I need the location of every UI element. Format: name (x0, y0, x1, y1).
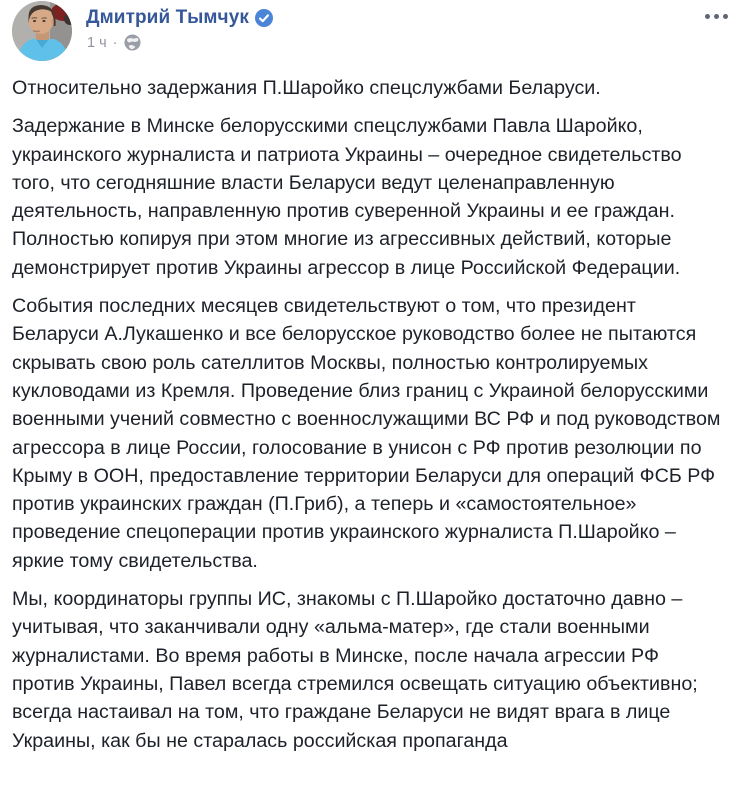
avatar-photo-illustration (12, 1, 72, 61)
post-paragraph: Мы, координаторы группы ИС, знакомы с П.Шаройко достаточно давно – учитывая, что заканчивали одну «альма-матер», где стали военными журналистами. Во время работы в Минске, после начала агрессии РФ против Украины, Павел всегда стремился освещать ситуацию объективно; всегда настаивал на том, что граждане Беларуси не видят врага в лице Украины, как бы не старалась российская пропаганда (12, 588, 698, 752)
meta-separator: · (112, 34, 118, 51)
post-body (12, 74, 724, 765)
more-options-button[interactable] (703, 8, 730, 25)
globe-icon (124, 34, 141, 51)
post-paragraph: События последних месяцев свидетельствуют о том, что президент Беларуси А.Лукашенко и все белорусское руководство более не пытаются скрывать свою роль сателлитов Москвы, полностью контролируемых кукловодами из Кремля. Проведение близ границ с Украиной белорусскими военными учений совместно с военнослужащими ВС РФ и под руководством агрессора в лице России, голосование в унисон с РФ против резолюции по Крыму в ООН, предоставление территории Беларуси для операций ФСБ РФ против украинских граждан (П.Гриб), а теперь и «самостоятельное» проведение спецоперации против украинского журналиста П.Шаройко – яркие тому свидетельства. (12, 295, 721, 572)
verified-badge-icon (255, 9, 273, 27)
more-dot (714, 14, 719, 19)
more-dot (705, 14, 710, 19)
post-paragraph: Задержание в Минске белорусскими спецслужбами Павла Шаройко, украинского журналиста и патриота Украины – очередное свидетельство того, что сегодняшние власти Беларуси ведут целенаправленную деятельность, направленную против суверенной Украины и ее граждан. Полностью копируя при этом многие из агрессивных действий, которые демонстрирует против Украины агрессор в лице Российской Федерации. (12, 115, 682, 279)
more-dot (723, 14, 728, 19)
author-name[interactable]: Дмитрий Тымчук (86, 7, 249, 28)
avatar[interactable] (12, 1, 72, 61)
post-meta (87, 34, 141, 51)
post-paragraph: Относительно задержания П.Шаройко спецслужбами Беларуси. (12, 77, 601, 99)
timestamp[interactable]: 1 ч (87, 34, 107, 51)
